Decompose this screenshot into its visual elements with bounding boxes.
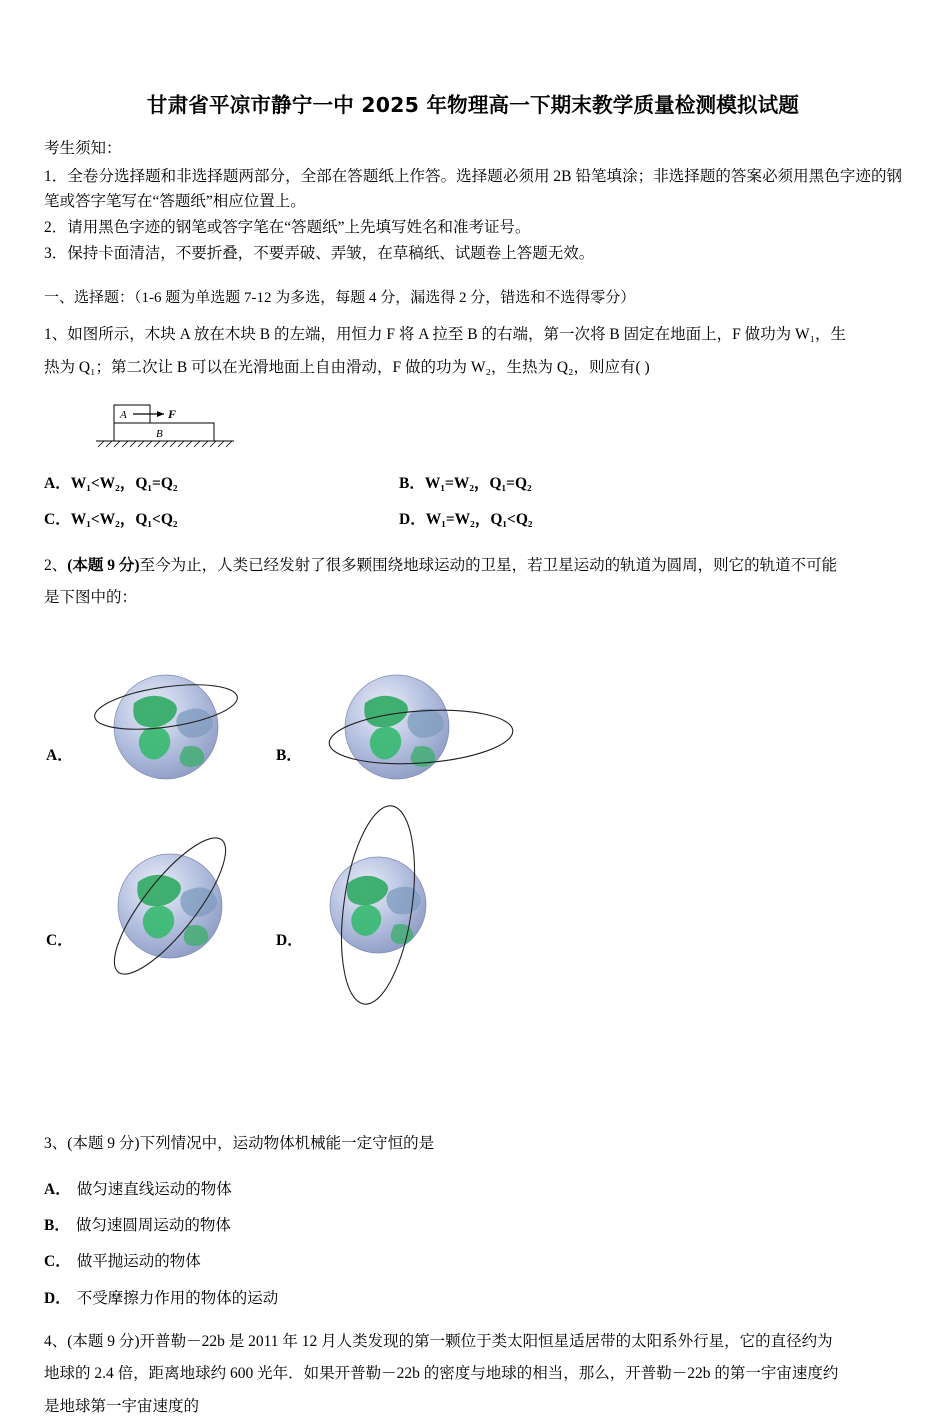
svg-text:F: F (168, 406, 177, 421)
question-4-number: 4、 (44, 1333, 68, 1351)
option-d-label: D． (399, 510, 426, 528)
svg-text:A: A (120, 408, 127, 421)
question-2 (44, 551, 902, 1123)
notice-heading: 考生须知： (44, 140, 122, 157)
question-4-score: (本题 9 分) (67, 1333, 140, 1351)
option-d-text: W₁=W₂，Q₁<Q₂ (425, 510, 533, 528)
question-4-stem-line-1 (44, 1327, 902, 1357)
question-2-text-1: 至今为止，人类已经发射了很多颗围绕地球运动的卫星，若卫星运动的轨道为圆周，则它的轨道不可能 (139, 556, 838, 574)
question-3-option-c (44, 1244, 902, 1280)
question-3-number: 3、 (44, 1135, 68, 1153)
question-1-figure (44, 399, 902, 457)
option-b-text: 做匀速圆周运动的物体 (75, 1216, 231, 1234)
option-a-text: 做匀速直线运动的物体 (76, 1180, 232, 1198)
globe-figure-a (88, 645, 268, 805)
option-c-text: W₁<W₂，Q₁<Q₂ (70, 510, 178, 528)
question-1-number: 1、 (44, 326, 68, 344)
question-2-option-b-label: B． (276, 747, 302, 765)
question-3 (44, 1129, 902, 1317)
option-d-label: D． (44, 1289, 71, 1307)
option-b-text: W₁=W₂，Q₁=Q₂ (424, 474, 532, 492)
option-b-label: B． (44, 1216, 70, 1234)
question-3-option-d (44, 1281, 902, 1317)
question-3-options (44, 1172, 902, 1318)
question-4-stem-line-2: 地球的 2.4 倍，距离地球约 600 光年．如果开普勒－22b 的密度与地球的相当，那么，开普勒－22b 的第一宇宙速度约 (44, 1365, 839, 1383)
question-2-option-a-label: A． (46, 747, 73, 765)
question-3-option-a (44, 1172, 902, 1208)
question-1-options-row-2 (44, 507, 902, 529)
question-4-text-1: 开普勒－22b 是 2011 年 12 月人类发现的第一颗位于类太阳恒星适居带的太阳系外行星，它的直径约为 (139, 1333, 833, 1351)
notice-line-2: 2．请用黑色字迹的钢笔或答字笔在“答题纸”上先填写姓名和准考证号。 (44, 219, 531, 237)
question-2-figures (44, 623, 902, 1123)
option-a-label: A． (44, 1180, 71, 1198)
question-1 (44, 320, 902, 528)
question-1-options-row-1 (44, 471, 902, 493)
question-2-stem-line-1 (44, 551, 902, 581)
option-c-label: C． (44, 1253, 71, 1271)
question-1-option-b (399, 471, 754, 493)
question-1-option-a (44, 471, 399, 493)
option-c-text: 做平抛运动的物体 (76, 1253, 201, 1271)
section-heading: 一、选择题：（1-6 题为单选题 7-12 为多选，每题 4 分，漏选得 2 分，错选和不选得零分） (44, 290, 636, 307)
option-c-label: C． (44, 510, 71, 528)
notice-line-3: 3．保持卡面清洁，不要折叠，不要弄破、弄皱，在草稿纸、试题卷上答题无效。 (44, 245, 595, 263)
globe-figure-b (319, 645, 519, 805)
question-1-option-d (399, 507, 754, 529)
question-3-score: (本题 9 分) (67, 1135, 140, 1153)
question-2-option-c-label: C． (46, 932, 73, 950)
question-1-stem-line-2: 热为 Q₁；第二次让 B 可以在光滑地面上自由滑动，F 做的功为 W₂，生热为 Q₂，则应有( ) (44, 358, 650, 376)
question-1-text-1: 如图所示，木块 A 放在木块 B 的左端，用恒力 F 将 A 拉至 B 的右端，第一次将 B 固定在地面上，F 做功为 W₁，生 (67, 326, 846, 344)
page-title: 甘肃省平凉市静宁一中 2025 年物理高一下期末教学质量检测模拟试题 (146, 93, 800, 117)
question-2-option-d-label: D． (276, 932, 303, 950)
question-2-score: (本题 9 分) (67, 556, 140, 574)
svg-text:B: B (156, 427, 163, 440)
option-b-label: B． (399, 474, 425, 492)
option-a-label: A． (44, 474, 71, 492)
question-3-stem (44, 1129, 902, 1159)
question-2-stem-line-2: 是下图中的： (44, 589, 138, 607)
option-d-text: 不受摩擦力作用的物体的运动 (76, 1289, 279, 1307)
globe-figure-d (316, 793, 496, 1013)
question-1-stem-line-1 (44, 320, 902, 350)
question-3-text: 下列情况中，运动物体机械能一定守恒的是 (139, 1135, 435, 1153)
block-on-block-diagram (86, 399, 286, 457)
question-4-stem-line-3: 是地球第一宇宙速度的 (44, 1397, 200, 1415)
notice-line-1: 1．全卷分选择题和非选择题两部分，全部在答题纸上作答。选择题必须用 2B 铅笔填涂；非选择题的答案必须用黑色字迹的钢笔或答字笔写在“答题纸”相应位置上。 (44, 168, 902, 211)
question-2-number: 2、 (44, 556, 68, 574)
option-a-text: W₁<W₂，Q₁=Q₂ (70, 474, 178, 492)
question-4 (44, 1327, 902, 1422)
question-1-option-c (44, 507, 399, 529)
question-3-option-b (44, 1208, 902, 1244)
globe-figure-c (88, 818, 278, 1008)
